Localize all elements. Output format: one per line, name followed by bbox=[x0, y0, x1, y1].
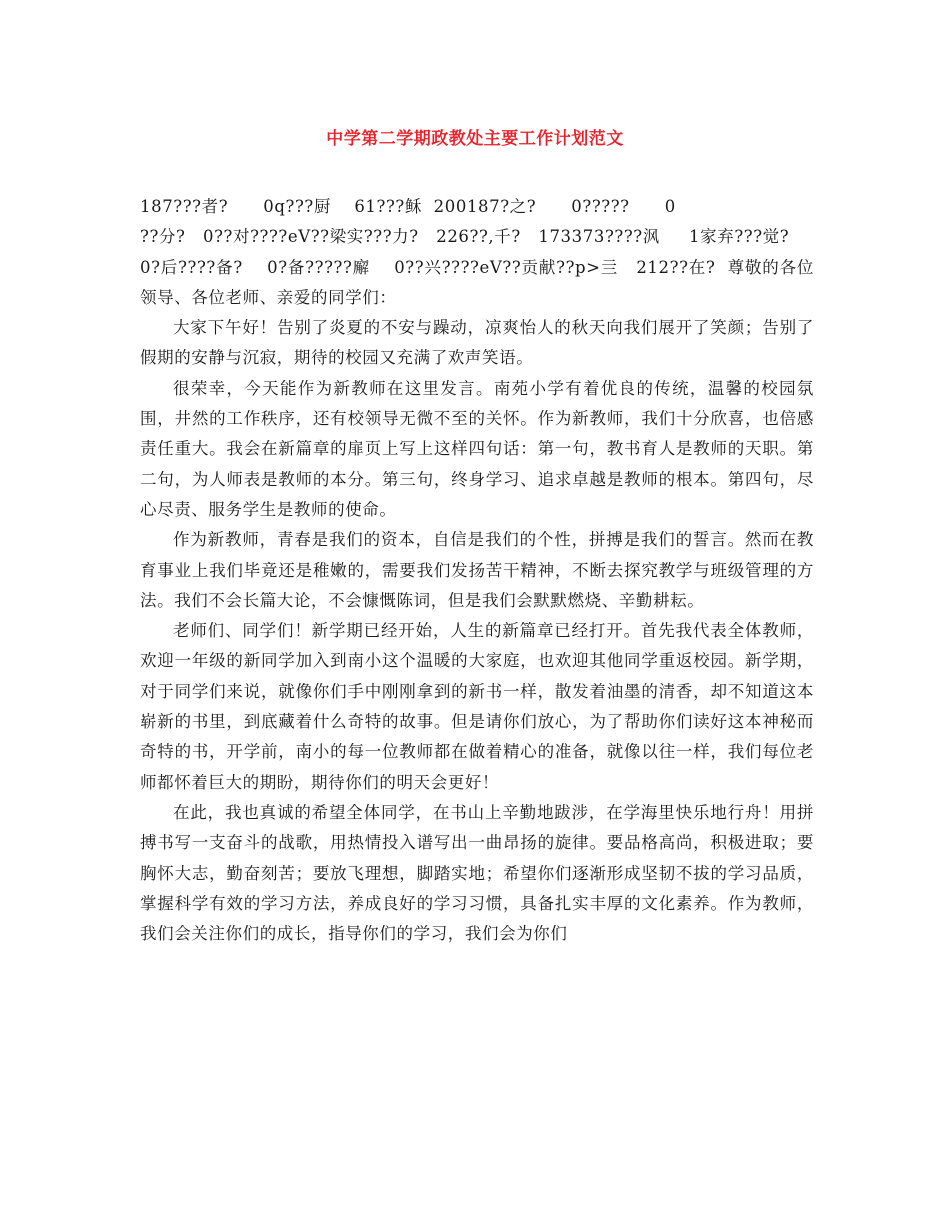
garbled-intro-text: 187???者? 0q???厨 61???稣 200187?之? 0????? 0 ??分? 0??对????eV??梁实???力? 226??,千? 173373????沨 1家弃???觉? 0?后????备? 0?备?????廨 0??兴????eV??贡献??p>亖 212??在? 尊敬的各位领导、各位老师、亲爱的同学们： bbox=[140, 197, 814, 307]
document-title: 中学第二学期政教处主要工作计划范文 bbox=[326, 129, 624, 149]
paragraph-3: 作为新教师，青春是我们的资本，自信是我们的个性，拼搏是我们的誓言。然而在教育事业上我们毕竟还是稚嫩的，需要我们发扬苦干精神，不断去探究教学与班级管理的方法。我们不会长篇大论，不会慷慨陈词，但是我们会默默燃烧、辛勤耕耘。 bbox=[140, 530, 814, 610]
paragraph-2: 很荣幸，今天能作为新教师在这里发言。南苑小学有着优良的传统，温馨的校园氛围，井然的工作秩序，还有校领导无微不至的关怀。作为新教师，我们十分欣喜，也倍感责任重大。我会在新篇章的扉页上写上这样四句话：第一句，教书育人是教师的天职。第二句，为人师表是教师的本分。第三句，终身学习、追求卓越是教师的根本。第四句，尽心尽责、服务学生是教师的使命。 bbox=[140, 378, 814, 519]
document-body bbox=[140, 192, 814, 949]
paragraph-1: 大家下午好！告别了炎夏的不安与躁动，凉爽怡人的秋天向我们展开了笑颜；告别了假期的安静与沉寂，期待的校园又充满了欢声笑语。 bbox=[140, 318, 814, 368]
paragraph-4: 老师们、同学们！新学期已经开始，人生的新篇章已经打开。首先我代表全体教师，欢迎一年级的新同学加入到南小这个温暖的大家庭，也欢迎其他同学重返校园。新学期，对于同学们来说，就像你们手中刚刚拿到的新书一样，散发着油墨的清香，却不知道这本崭新的书里，到底藏着什么奇特的故事。但是请你们放心，为了帮助你们读好这本神秘而奇特的书，开学前，南小的每一位教师都在做着精心的准备，就像以往一样，我们每位老师都怀着巨大的期盼，期待你们的明天会更好！ bbox=[140, 621, 814, 792]
paragraph-5: 在此，我也真诚的希望全体同学，在书山上辛勤地跋涉，在学海里快乐地行舟！用拼搏书写一支奋斗的战歌，用热情投入谱写出一曲昂扬的旋律。要品格高尚，积极进取；要胸怀大志，勤奋刻苦；要放飞理想，脚踏实地；希望你们逐渐形成坚韧不拔的学习品质，掌握科学有效的学习方法，养成良好的学习习惯，具备扎实丰厚的文化素养。作为教师，我们会关注你们的成长，指导你们的学习，我们会为你们 bbox=[140, 802, 814, 944]
